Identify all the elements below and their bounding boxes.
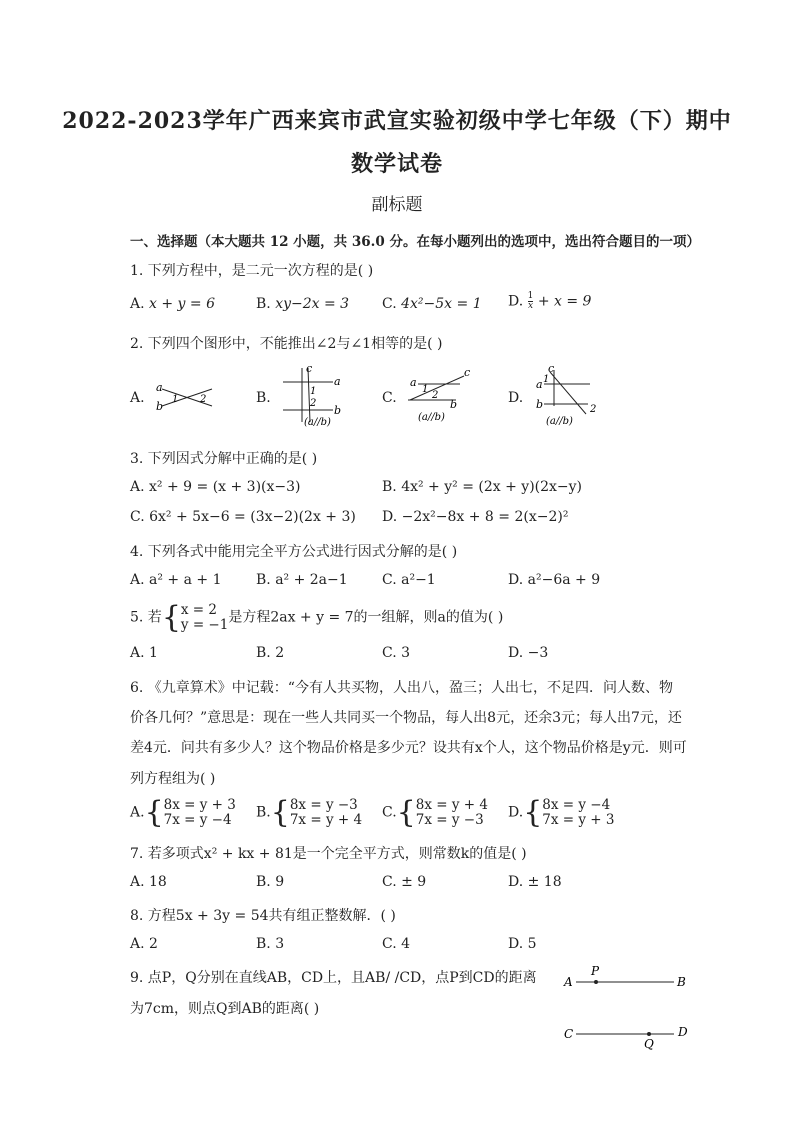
q2-option-a: A.	[130, 390, 145, 406]
q2-figure-a	[150, 372, 220, 417]
svg-text:a: a	[536, 378, 543, 391]
svg-text:1: 1	[172, 394, 179, 405]
q1-option-b: B. xy−2x = 3	[256, 296, 350, 312]
svg-text:2: 2	[432, 390, 439, 401]
q3-option-b: B. 4x² + y² = (2x + y)(2x−y)	[382, 479, 583, 495]
q2-figure-d	[530, 362, 610, 428]
svg-text:a: a	[156, 381, 163, 394]
q5-option-b: B. 2	[256, 645, 285, 661]
q1-option-d: D. $\frac{1}{x}$ + x = 9	[508, 291, 592, 311]
svg-text:2: 2	[200, 394, 207, 405]
q1-option-a: A. x + y = 6	[130, 296, 215, 312]
question-6-line1: 6. 《九章算术》中记载：“今有人共买物，人出八，盈三；人出七，不足四．问人数、物	[130, 680, 673, 696]
q2-figure-c	[400, 368, 480, 424]
q7-option-c: C. ± 9	[382, 874, 427, 890]
q7-option-b: B. 9	[256, 874, 285, 890]
q4-option-b: B. a² + 2a−1	[256, 572, 348, 588]
svg-text:Q: Q	[644, 1037, 654, 1050]
question-6-line2: 价各几何？”意思是：现在一些人共同买一个物品，每人出8元，还余3元；每人出7元，还	[130, 710, 682, 726]
q4-option-d: D. a²−6a + 9	[508, 572, 601, 588]
svg-text:b: b	[156, 400, 164, 413]
svg-text:A: A	[564, 975, 573, 989]
q8-option-d: D. 5	[508, 936, 537, 952]
svg-text:c: c	[306, 362, 313, 375]
svg-text:c: c	[548, 362, 555, 375]
svg-text:a: a	[410, 376, 417, 389]
q7-option-a: A. 18	[130, 874, 167, 890]
section-heading: 一、选择题（本大题共 12 小题，共 36.0 分。在每小题列出的选项中，选出符合题目的一项）	[130, 234, 700, 250]
question-4-stem: 4. 下列各式中能用完全平方公式进行因式分解的是( )	[130, 544, 458, 560]
svg-text:2: 2	[310, 398, 317, 409]
q3-option-d: D. −2x²−8x + 8 = 2(x−2)²	[382, 509, 569, 525]
q8-option-b: B. 3	[256, 936, 285, 952]
svg-text:b: b	[536, 398, 544, 411]
svg-text:C: C	[564, 1027, 574, 1041]
svg-text:b: b	[334, 404, 342, 417]
svg-text:D: D	[678, 1025, 688, 1039]
q8-option-c: C. 4	[382, 936, 411, 952]
q2-option-b: B.	[256, 390, 271, 406]
q6-option-b: B.{8x = y −3 7x = y + 4	[256, 795, 363, 830]
q5-option-c: C. 3	[382, 645, 411, 661]
q1-option-c: C. 4x²−5x = 1	[382, 296, 482, 312]
question-1-stem: 1. 下列方程中，是二元一次方程的是( )	[130, 263, 374, 279]
q5-option-d: D. −3	[508, 645, 549, 661]
q6-option-c: C.{8x = y + 4 7x = y −3	[382, 795, 488, 830]
svg-text:1: 1	[422, 384, 429, 395]
q4-option-a: A. a² + a + 1	[130, 572, 222, 588]
question-8-stem: 8. 方程5x + 3y = 54共有组正整数解．( )	[130, 908, 396, 924]
svg-text:c: c	[464, 368, 471, 379]
svg-text:(a//b): (a//b)	[546, 416, 573, 427]
question-5-stem: 5. 若{x = 2 y = −1是方程2ax + y = 7的一组解，则a的值为( )	[130, 600, 504, 635]
svg-text:B: B	[677, 975, 686, 989]
q7-option-d: D. ± 18	[508, 874, 562, 890]
q3-option-c: C. 6x² + 5x−6 = (3x−2)(2x + 3)	[130, 509, 356, 525]
svg-text:(a//b): (a//b)	[304, 417, 331, 428]
svg-text:P: P	[591, 964, 600, 978]
q5-option-a: A. 1	[130, 645, 158, 661]
svg-text:2: 2	[590, 404, 597, 415]
question-2-stem: 2. 下列四个图形中，不能推出∠2与∠1相等的是( )	[130, 336, 443, 352]
q4-option-c: C. a²−1	[382, 572, 436, 588]
q8-option-a: A. 2	[130, 936, 158, 952]
q6-option-a: A.{8x = y + 3 7x = y −4	[130, 795, 236, 830]
question-6-line4: 列方程组为( )	[130, 771, 216, 787]
page-title: 2022-2023学年广西来宾市武宣实验初级中学七年级（下）期中	[62, 108, 732, 134]
q3-option-a: A. x² + 9 = (x + 3)(x−3)	[130, 479, 301, 495]
question-3-stem: 3. 下列因式分解中正确的是( )	[130, 451, 318, 467]
q2-option-d: D.	[508, 390, 524, 406]
svg-text:a: a	[334, 375, 341, 388]
svg-text:(a//b): (a//b)	[418, 412, 445, 423]
question-9-line2: 为7cm，则点Q到AB的距离( )	[130, 1001, 320, 1017]
svg-text:b: b	[450, 398, 458, 411]
page-title-line2: 数学试卷	[350, 151, 443, 177]
question-7-stem: 7. 若多项式x² + kx + 81是一个完全平方式，则常数k的值是( )	[130, 846, 527, 862]
question-9-line1: 9. 点P，Q分别在直线AB，CD上，且AB/ /CD，点P到CD的距离	[130, 970, 537, 986]
question-6-line3: 差4元．问共有多少人？这个物品价格是多少元？设共有x个人，这个物品价格是y元．则可	[130, 740, 687, 756]
q2-option-c: C.	[382, 390, 397, 406]
q9-figure	[560, 962, 700, 1050]
q2-figure-b	[278, 362, 358, 430]
svg-text:1: 1	[543, 374, 550, 385]
page-subtitle: 副标题	[371, 195, 423, 215]
q6-option-d: D.{8x = y −4 7x = y + 3	[508, 795, 615, 830]
svg-text:1: 1	[310, 386, 317, 397]
